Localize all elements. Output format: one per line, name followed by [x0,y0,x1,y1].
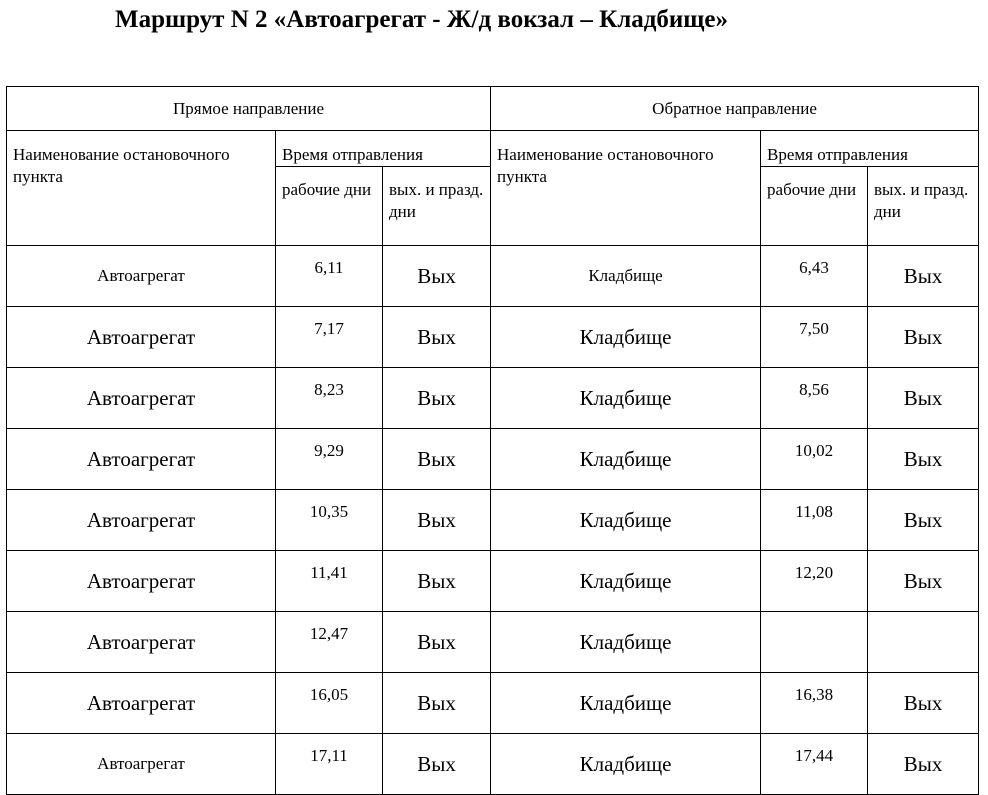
backward-stop-name-header: Наименование остановочного пункта [491,131,761,246]
backward-holiday-cell: Вых [868,490,979,551]
backward-workday-time: 16,38 [761,673,868,734]
backward-workday-time: 17,44 [761,734,868,795]
forward-stop-cell: Автоагрегат [7,490,276,551]
backward-holiday-cell [868,612,979,673]
backward-stop-cell: Кладбище [491,673,761,734]
backward-holiday-cell: Вых [868,673,979,734]
backward-workday-time: 11,08 [761,490,868,551]
backward-stop-cell: Кладбище [491,551,761,612]
forward-holidays-header: вых. и празд. дни [383,167,491,246]
table-row [7,368,979,429]
backward-holidays-header: вых. и празд. дни [868,167,979,246]
forward-holiday-cell: Вых [383,490,491,551]
forward-stop-cell: Автоагрегат [7,673,276,734]
backward-workday-time: 10,02 [761,429,868,490]
backward-holiday-cell: Вых [868,429,979,490]
forward-workday-time: 10,35 [276,490,383,551]
backward-departure-time-header: Время отправления [761,131,979,167]
forward-stop-cell: Автоагрегат [7,429,276,490]
table-row [7,429,979,490]
backward-workday-time: 7,50 [761,307,868,368]
backward-workday-time: 6,43 [761,246,868,307]
backward-stop-cell: Кладбище [491,612,761,673]
backward-stop-cell: Кладбище [491,490,761,551]
forward-stop-cell: Автоагрегат [7,612,276,673]
forward-workday-time: 8,23 [276,368,383,429]
forward-holiday-cell: Вых [383,368,491,429]
forward-holiday-cell: Вых [383,246,491,307]
backward-holiday-cell: Вых [868,246,979,307]
forward-direction-header: Прямое направление [7,87,491,131]
backward-stop-cell: Кладбище [491,246,761,307]
forward-workday-time: 11,41 [276,551,383,612]
table-row [7,673,979,734]
backward-stop-cell: Кладбище [491,368,761,429]
table-row [7,734,979,795]
table-row [7,551,979,612]
forward-holiday-cell: Вых [383,307,491,368]
forward-workday-time: 6,11 [276,246,383,307]
backward-workday-time: 12,20 [761,551,868,612]
forward-stop-cell: Автоагрегат [7,734,276,795]
table-row [7,307,979,368]
backward-workday-time: 8,56 [761,368,868,429]
forward-workdays-header: рабочие дни [276,167,383,246]
backward-holiday-cell: Вых [868,734,979,795]
backward-holiday-cell: Вых [868,307,979,368]
forward-workday-time: 12,47 [276,612,383,673]
page-title: Маршрут N 2 «Автоагрегат - Ж/д вокзал – Кладбище» [115,6,728,33]
forward-holiday-cell: Вых [383,612,491,673]
backward-stop-cell: Кладбище [491,734,761,795]
forward-workday-time: 17,11 [276,734,383,795]
forward-stop-name-header: Наименование остановочного пункта [7,131,276,246]
forward-stop-cell: Автоагрегат [7,307,276,368]
backward-workdays-header: рабочие дни [761,167,868,246]
forward-workday-time: 16,05 [276,673,383,734]
forward-stop-cell: Автоагрегат [7,246,276,307]
table-row [7,612,979,673]
backward-direction-header: Обратное направление [491,87,979,131]
forward-holiday-cell: Вых [383,429,491,490]
backward-stop-cell: Кладбище [491,307,761,368]
forward-holiday-cell: Вых [383,551,491,612]
forward-stop-cell: Автоагрегат [7,368,276,429]
forward-holiday-cell: Вых [383,734,491,795]
forward-holiday-cell: Вых [383,673,491,734]
forward-workday-time: 7,17 [276,307,383,368]
backward-workday-time [761,612,868,673]
backward-holiday-cell: Вых [868,551,979,612]
table-row [7,246,979,307]
timetable [6,86,979,795]
forward-stop-cell: Автоагрегат [7,551,276,612]
forward-workday-time: 9,29 [276,429,383,490]
table-row [7,490,979,551]
backward-stop-cell: Кладбище [491,429,761,490]
backward-holiday-cell: Вых [868,368,979,429]
forward-departure-time-header: Время отправления [276,131,491,167]
